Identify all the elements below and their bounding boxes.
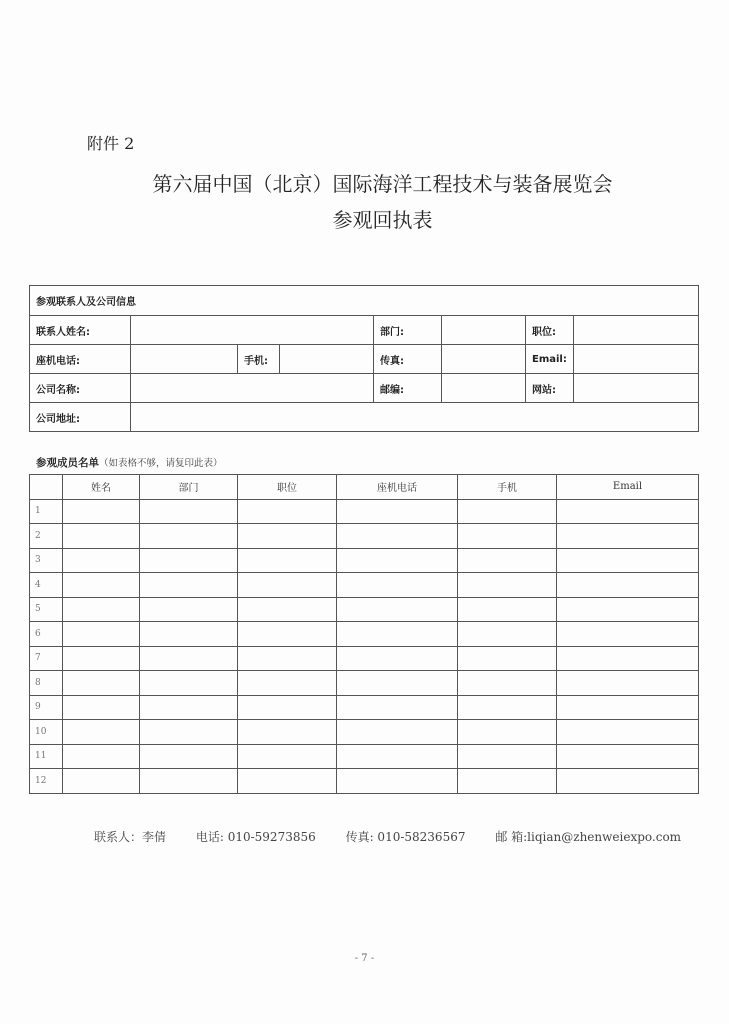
position-field[interactable] bbox=[573, 316, 698, 345]
member-cell[interactable] bbox=[557, 695, 699, 720]
member-cell[interactable] bbox=[458, 744, 557, 769]
member-cell[interactable] bbox=[557, 769, 699, 794]
footer-email: 邮 箱:liqian@zhenweiexpo.com bbox=[495, 830, 682, 844]
table-row bbox=[30, 720, 699, 745]
member-cell[interactable] bbox=[337, 548, 458, 573]
member-cell[interactable] bbox=[337, 573, 458, 598]
contact-name-field[interactable] bbox=[131, 316, 374, 345]
company-name-label: 公司名称: bbox=[30, 374, 131, 403]
table-row bbox=[30, 744, 699, 769]
member-cell[interactable] bbox=[337, 720, 458, 745]
member-cell[interactable] bbox=[140, 573, 238, 598]
column-header: 手机 bbox=[458, 475, 557, 500]
footer-contact-person: 联系人：李倩 bbox=[94, 830, 167, 844]
member-cell[interactable] bbox=[458, 499, 557, 524]
column-header: 座机电话 bbox=[337, 475, 458, 500]
column-header: 职位 bbox=[238, 475, 337, 500]
column-header: Email bbox=[557, 475, 699, 500]
row-number: 8 bbox=[30, 671, 63, 696]
member-cell[interactable] bbox=[458, 646, 557, 671]
member-cell[interactable] bbox=[63, 695, 140, 720]
member-cell[interactable] bbox=[337, 695, 458, 720]
member-cell[interactable] bbox=[140, 695, 238, 720]
row-number: 5 bbox=[30, 597, 63, 622]
info-table-header: 参观联系人及公司信息 bbox=[30, 286, 699, 316]
member-cell[interactable] bbox=[238, 720, 337, 745]
email-label: Email: bbox=[526, 345, 574, 374]
member-cell[interactable] bbox=[557, 597, 699, 622]
member-cell[interactable] bbox=[140, 720, 238, 745]
table-row bbox=[30, 548, 699, 573]
member-cell[interactable] bbox=[238, 671, 337, 696]
document-title: 第六届中国（北京）国际海洋工程技术与装备展览会 bbox=[152, 172, 613, 196]
member-cell[interactable] bbox=[557, 499, 699, 524]
department-label: 部门: bbox=[374, 316, 442, 345]
members-section-label bbox=[36, 455, 223, 470]
member-cell[interactable] bbox=[238, 646, 337, 671]
member-cell[interactable] bbox=[458, 695, 557, 720]
row-number: 10 bbox=[30, 720, 63, 745]
contact-info-table bbox=[29, 285, 699, 432]
member-cell[interactable] bbox=[557, 646, 699, 671]
member-cell[interactable] bbox=[458, 548, 557, 573]
member-cell[interactable] bbox=[458, 622, 557, 647]
column-header bbox=[30, 475, 63, 500]
member-cell[interactable] bbox=[140, 646, 238, 671]
member-cell[interactable] bbox=[140, 524, 238, 549]
member-cell[interactable] bbox=[238, 597, 337, 622]
member-cell[interactable] bbox=[140, 622, 238, 647]
email-field[interactable] bbox=[573, 345, 698, 374]
member-cell[interactable] bbox=[557, 524, 699, 549]
department-field[interactable] bbox=[442, 316, 526, 345]
member-cell[interactable] bbox=[557, 671, 699, 696]
member-cell[interactable] bbox=[458, 597, 557, 622]
row-number: 11 bbox=[30, 744, 63, 769]
member-cell[interactable] bbox=[63, 720, 140, 745]
company-address-field[interactable] bbox=[131, 403, 699, 432]
member-cell[interactable] bbox=[63, 597, 140, 622]
member-cell[interactable] bbox=[63, 548, 140, 573]
table-row bbox=[30, 597, 699, 622]
row-number: 4 bbox=[30, 573, 63, 598]
member-cell[interactable] bbox=[557, 720, 699, 745]
table-row bbox=[30, 695, 699, 720]
table-row bbox=[30, 646, 699, 671]
member-cell[interactable] bbox=[238, 573, 337, 598]
website-label: 网站: bbox=[526, 374, 574, 403]
table-row bbox=[30, 671, 699, 696]
member-cell[interactable] bbox=[140, 744, 238, 769]
row-number: 1 bbox=[30, 499, 63, 524]
member-cell[interactable] bbox=[337, 597, 458, 622]
member-cell[interactable] bbox=[63, 671, 140, 696]
footer-contact bbox=[94, 828, 707, 845]
member-cell[interactable] bbox=[63, 646, 140, 671]
member-cell[interactable] bbox=[140, 548, 238, 573]
member-cell[interactable] bbox=[337, 744, 458, 769]
member-cell[interactable] bbox=[337, 646, 458, 671]
fax-label: 传真: bbox=[374, 345, 442, 374]
member-cell[interactable] bbox=[238, 744, 337, 769]
member-cell[interactable] bbox=[63, 622, 140, 647]
table-row bbox=[30, 622, 699, 647]
website-field[interactable] bbox=[573, 374, 698, 403]
member-cell[interactable] bbox=[238, 499, 337, 524]
company-name-field[interactable] bbox=[131, 374, 374, 403]
table-row bbox=[30, 769, 699, 794]
members-note: （如表格不够，请复印此表） bbox=[99, 458, 223, 469]
row-number: 12 bbox=[30, 769, 63, 794]
member-cell[interactable] bbox=[63, 769, 140, 794]
page-number: - 7 - bbox=[354, 953, 375, 964]
member-cell[interactable] bbox=[458, 769, 557, 794]
member-cell[interactable] bbox=[140, 597, 238, 622]
landline-field[interactable] bbox=[131, 345, 238, 374]
member-cell[interactable] bbox=[557, 548, 699, 573]
attachment-label: 附件 2 bbox=[87, 134, 135, 153]
member-cell[interactable] bbox=[557, 622, 699, 647]
members-header-row bbox=[30, 475, 699, 500]
member-cell[interactable] bbox=[458, 573, 557, 598]
mobile-label: 手机: bbox=[238, 345, 280, 374]
member-cell[interactable] bbox=[337, 524, 458, 549]
member-cell[interactable] bbox=[238, 548, 337, 573]
postcode-label: 邮编: bbox=[374, 374, 442, 403]
member-cell[interactable] bbox=[140, 769, 238, 794]
member-cell[interactable] bbox=[557, 573, 699, 598]
row-number: 2 bbox=[30, 524, 63, 549]
table-row bbox=[30, 573, 699, 598]
member-cell[interactable] bbox=[63, 499, 140, 524]
table-row bbox=[30, 524, 699, 549]
member-cell[interactable] bbox=[238, 524, 337, 549]
fax-field[interactable] bbox=[442, 345, 526, 374]
member-cell[interactable] bbox=[63, 744, 140, 769]
contact-name-label: 联系人姓名: bbox=[30, 316, 131, 345]
footer-fax: 传真: 010-58236567 bbox=[345, 830, 466, 844]
member-cell[interactable] bbox=[238, 622, 337, 647]
member-cell[interactable] bbox=[337, 622, 458, 647]
member-cell[interactable] bbox=[458, 524, 557, 549]
footer-phone: 电话: 010-59273856 bbox=[195, 830, 316, 844]
row-number: 7 bbox=[30, 646, 63, 671]
row-number: 9 bbox=[30, 695, 63, 720]
landline-label: 座机电话: bbox=[30, 345, 131, 374]
members-table bbox=[29, 474, 699, 794]
member-cell[interactable] bbox=[458, 671, 557, 696]
mobile-field[interactable] bbox=[280, 345, 374, 374]
row-number: 6 bbox=[30, 622, 63, 647]
member-cell[interactable] bbox=[458, 720, 557, 745]
table-row bbox=[30, 499, 699, 524]
member-cell[interactable] bbox=[140, 671, 238, 696]
company-address-label: 公司地址: bbox=[30, 403, 131, 432]
column-header: 姓名 bbox=[63, 475, 140, 500]
member-cell[interactable] bbox=[63, 573, 140, 598]
member-cell[interactable] bbox=[140, 499, 238, 524]
member-cell[interactable] bbox=[238, 769, 337, 794]
member-cell[interactable] bbox=[337, 769, 458, 794]
member-cell[interactable] bbox=[63, 524, 140, 549]
member-cell[interactable] bbox=[238, 695, 337, 720]
document-subtitle: 参观回执表 bbox=[332, 208, 433, 232]
member-cell[interactable] bbox=[557, 744, 699, 769]
column-header: 部门 bbox=[140, 475, 238, 500]
postcode-field[interactable] bbox=[442, 374, 526, 403]
members-label: 参观成员名单 bbox=[36, 457, 99, 469]
member-cell[interactable] bbox=[337, 671, 458, 696]
position-label: 职位: bbox=[526, 316, 574, 345]
row-number: 3 bbox=[30, 548, 63, 573]
member-cell[interactable] bbox=[337, 499, 458, 524]
